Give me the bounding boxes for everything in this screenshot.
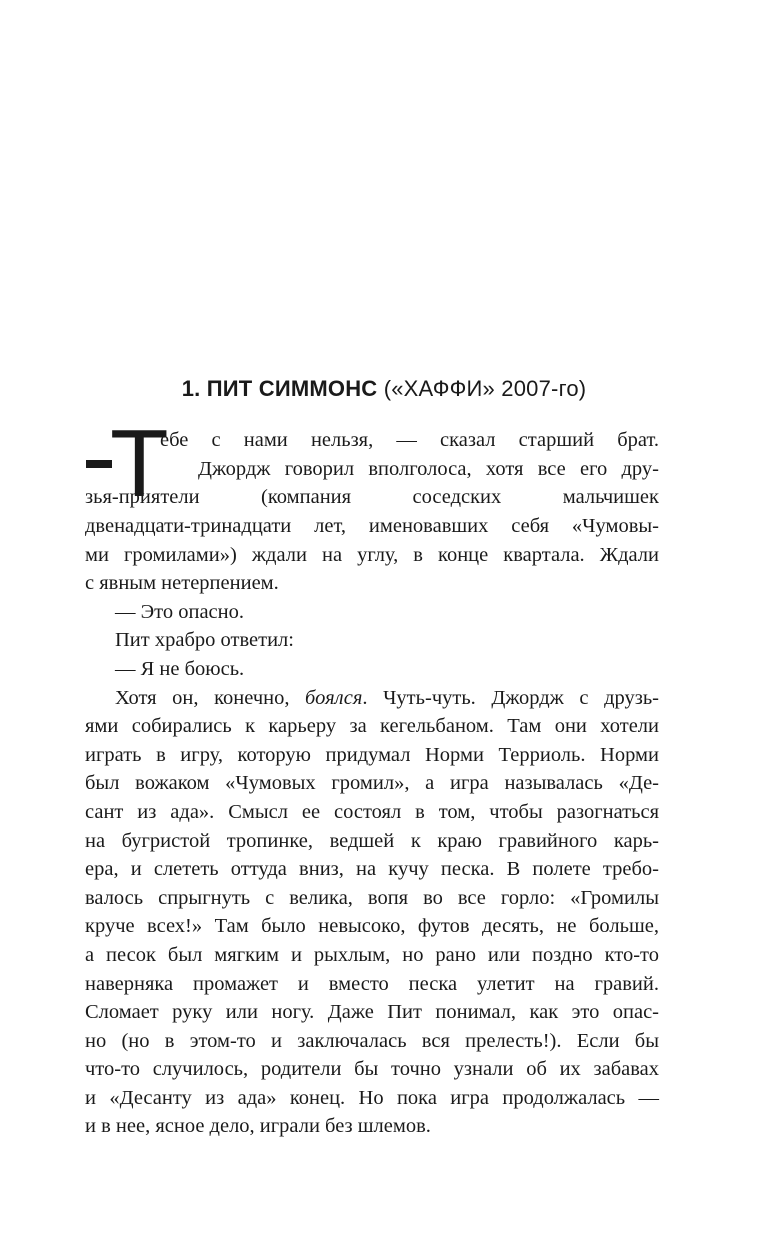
text-line: круче всех!» Там было невысоко, футов десять, не больше,: [85, 915, 659, 938]
text-fragment: Хотя он, конечно,: [115, 686, 306, 709]
text-line: Джордж говорил вполголоса, хотя все его дру-: [198, 457, 659, 480]
text-line: зья-приятели (компания соседских мальчишек: [85, 486, 659, 509]
chapter-title: [0, 374, 768, 404]
drop-cap-letter: Т: [110, 410, 169, 517]
chapter-number-name: 1. ПИТ СИММОНС: [181, 376, 378, 401]
text-fragment: . Чуть-чуть. Джордж с друзь-: [362, 686, 659, 709]
text-line: валось спрыгнуть с велика, вопя во все горло: «Громилы: [85, 886, 659, 909]
text-line: играть в игру, которую придумал Норми Терриоль. Норми: [85, 743, 659, 766]
text-line: двенадцати-тринадцати лет, именовавших себя «Чумовы-: [85, 515, 659, 537]
text-line: что-то случилось, родители бы точно узнали об их забавах: [85, 1058, 659, 1081]
italic-word: боялся: [305, 686, 363, 709]
text-line: сант из ада». Смысл ее состоял в том, чтобы разогнаться: [85, 800, 659, 823]
chapter-subtitle: («ХАФФИ» 2007-го): [383, 376, 587, 401]
body-paragraphs: [85, 512, 659, 1141]
drop-cap-dash: [86, 460, 112, 468]
text-line: и «Десанту из ада» конец. Но пока игра продолжалась —: [85, 1086, 659, 1109]
text-line: и в нее, ясное дело, играли без шлемов.: [85, 1115, 431, 1138]
dialogue-line: — Это опасно.: [115, 600, 244, 623]
text-line: Пит храбро ответил:: [115, 629, 294, 652]
text-line: наверняка промажет и вместо песка улетит на гравий.: [85, 972, 659, 995]
text-line: на бугристой тропинке, ведшей к краю гравийного карь-: [85, 829, 659, 852]
text-line: а песок был мягким и рыхлым, но рано или поздно кто-то: [85, 943, 659, 966]
text-line: был вожаком «Чумовых громил», а игра называлась «Де-: [85, 772, 659, 795]
opening-lines: [85, 426, 659, 512]
dialogue-line: — Я не боюсь.: [115, 657, 245, 680]
text-line: ера, и слететь оттуда вниз, на кучу песка. В полете требо-: [85, 858, 659, 881]
text-line: с явным нетерпением.: [85, 572, 279, 595]
text-line: Сломает руку или ногу. Даже Пит понимал, как это опас-: [85, 1001, 659, 1024]
text-line: но (но в этом-то и заключалась вся прелесть!). Если бы: [85, 1029, 659, 1052]
text-line: ми громилами») ждали на углу, в конце квартала. Ждали: [85, 543, 659, 566]
text-line: ями собирались к карьеру за кегельбаном. Там они хотели: [85, 715, 659, 738]
text-line: [85, 684, 659, 713]
text-line: ебе с нами нельзя, — сказал старший брат.: [160, 429, 659, 451]
